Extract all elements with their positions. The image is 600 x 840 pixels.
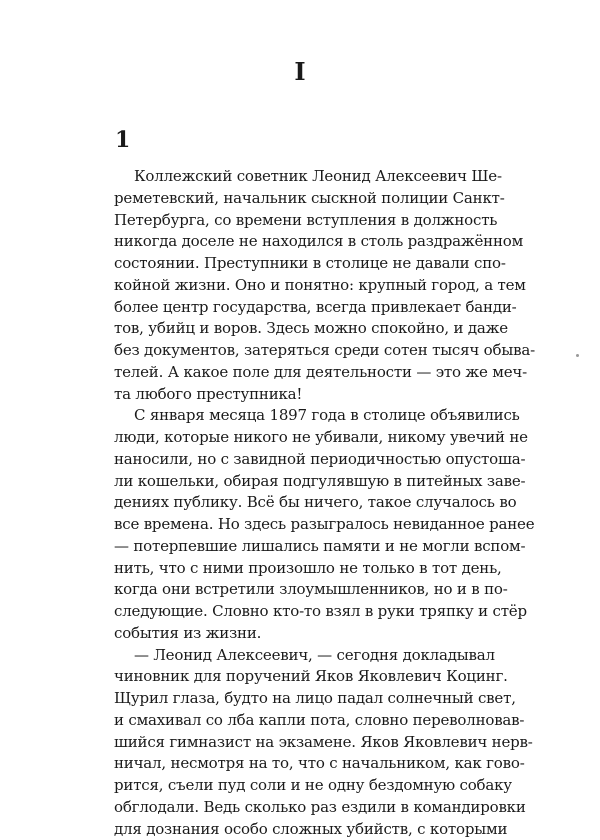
text-line: чиновник для поручений Яков Яковлевич Коцинг. (114, 666, 479, 688)
text-line: — Леонид Алексеевич, — сегодня докладывал (114, 645, 479, 667)
text-line: дениях публику. Всё бы ничего, такое случалось во (114, 492, 479, 514)
text-line: люди, которые никого не убивали, никому увечий не (114, 427, 479, 449)
text-line: когда они встретили злоумышленников, но и в по- (114, 579, 479, 601)
text-line: та любого преступника! (114, 384, 479, 406)
text-line: шийся гимназист на экзамене. Яков Яковлевич нерв- (114, 732, 479, 754)
text-line: Коллежский советник Леонид Алексеевич Ше- (114, 166, 479, 188)
text-line: тов, убийц и воров. Здесь можно спокойно, и даже (114, 318, 479, 340)
text-line: все времена. Но здесь разыгралось невиданное ранее (114, 514, 479, 536)
text-line: следующие. Словно кто-то взял в руки тряпку и стёр (114, 601, 479, 623)
text-line: никогда доселе не находился в столь раздражённом (114, 231, 479, 253)
text-line: для дознания особо сложных убийств, с которыми (114, 819, 479, 840)
text-line: койной жизни. Оно и понятно: крупный город, а тем (114, 275, 479, 297)
text-line: обглодали. Ведь сколько раз ездили в командировки (114, 797, 479, 819)
text-line: С января месяца 1897 года в столице объявились (114, 405, 479, 427)
text-line: — потерпевшие лишались памяти и не могли вспом- (114, 536, 479, 558)
text-line: и смахивал со лба капли пота, словно переволновав- (114, 710, 479, 732)
text-line: реметевский, начальник сыскной полиции Санкт- (114, 188, 479, 210)
text-line: Щурил глаза, будто на лицо падал солнечный свет, (114, 688, 479, 710)
text-line: рится, съели пуд соли и не одну бездомную собаку (114, 775, 479, 797)
chapter-body-text (114, 166, 479, 840)
part-heading: I (0, 60, 600, 84)
text-line: без документов, затеряться среди сотен тысяч обыва- (114, 340, 479, 362)
text-line: события из жизни. (114, 623, 479, 645)
text-line: телей. А какое поле для деятельности — это же меч- (114, 362, 479, 384)
text-line: более центр государства, всегда привлекает банди- (114, 297, 479, 319)
text-line: ли кошельки, обирая подгулявшую в питейных заве- (114, 471, 479, 493)
text-line: состоянии. Преступники в столице не давали спо- (114, 253, 479, 275)
chapter-heading: 1 (115, 129, 130, 151)
print-speck (576, 354, 579, 357)
text-line: ничал, несмотря на то, что с начальником, как гово- (114, 753, 479, 775)
text-line: наносили, но с завидной периодичностью опустоша- (114, 449, 479, 471)
text-line: нить, что с ними произошло не только в тот день, (114, 558, 479, 580)
text-line: Петербурга, со времени вступления в должность (114, 210, 479, 232)
